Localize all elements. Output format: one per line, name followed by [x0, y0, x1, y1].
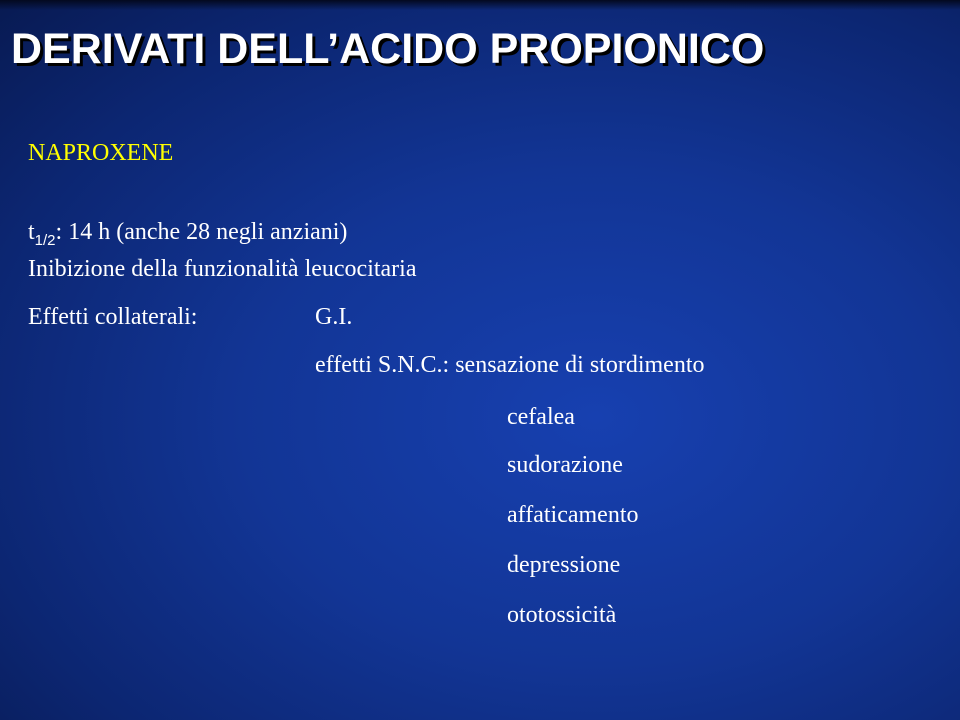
side-effect-cns: effetti S.N.C.: sensazione di stordimento: [315, 352, 705, 378]
half-life-symbol: t: [28, 219, 35, 245]
half-life-line: [28, 219, 348, 249]
side-effect-item: cefalea: [507, 404, 575, 430]
half-life-text: : 14 h (anche 28 negli anziani): [55, 219, 348, 245]
half-life-subscript: 1/2: [34, 232, 56, 249]
side-effect-item: sudorazione: [507, 452, 623, 478]
side-effect-item: affaticamento: [507, 502, 639, 528]
side-effect-gi: G.I.: [315, 304, 353, 330]
top-band: [0, 0, 960, 10]
side-effect-item: depressione: [507, 552, 621, 578]
inhibition-line: Inibizione della funzionalità leucocitaria: [28, 256, 417, 282]
side-effect-item: ototossicità: [507, 602, 617, 628]
side-effects-label: Effetti collaterali:: [28, 304, 198, 330]
drug-name: NAPROXENE: [28, 140, 174, 166]
slide-title: DERIVATI DELL’ACIDO PROPIONICO: [11, 25, 765, 73]
